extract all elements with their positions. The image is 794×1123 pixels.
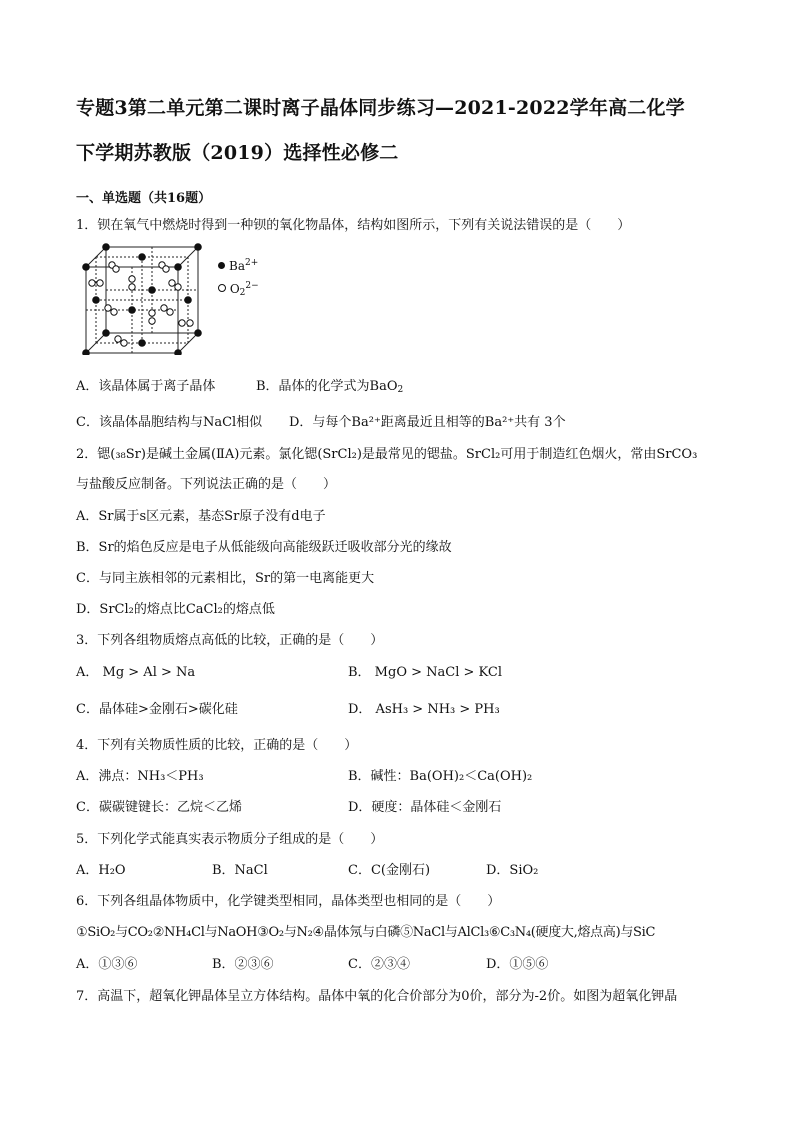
ba-ion-icon xyxy=(218,262,225,269)
q3-option-c: C．晶体硅>金刚石>碳化硅 xyxy=(76,702,238,717)
q5-option-c: C．C(金刚石) xyxy=(348,863,431,878)
q2-stem-line-1: 2．锶(₃₈Sr)是碱土金属(ⅡA)元素。氯化锶(SrCl₂)是最常见的锶盐。SrCl₂可用于制造红色烟火，常由SrCO₃ xyxy=(76,447,698,462)
crystal-structure-figure xyxy=(78,243,208,355)
q5-option-d: D．SiO₂ xyxy=(486,863,539,878)
q2-option-b: B．Sr的焰色反应是电子从低能级向高能级跃迁吸收部分光的缘故 xyxy=(76,540,452,555)
q6-stem: 6．下列各组晶体物质中，化学键类型相同，晶体类型也相同的是（ ） xyxy=(76,894,501,909)
legend-o-item: $O_2^{2-}$ xyxy=(218,276,259,303)
q1-option-a: A．该晶体属于离子晶体 xyxy=(76,379,216,394)
q6-option-b: B．②③⑥ xyxy=(212,957,274,972)
q1-option-b: B．晶体的化学式为BaO$_2$ xyxy=(256,379,404,395)
q6-option-a: A．①③⑥ xyxy=(76,957,138,972)
q6-option-c: C．②③④ xyxy=(348,957,410,972)
q4-option-d: D．硬度：晶体硅＜金刚石 xyxy=(348,800,502,815)
q5-option-b: B．NaCl xyxy=(212,863,268,878)
crystal-legend xyxy=(218,253,259,303)
q2-stem-line-2: 与盐酸反应制备。下列说法正确的是（ ） xyxy=(76,477,337,492)
q7-stem: 7．高温下，超氧化钾晶体呈立方体结构。晶体中氧的化合价部分为0价，部分为-2价。如图为超氧化钾晶 xyxy=(76,989,678,1004)
q3-option-d: D． AsH₃ > NH₃ > PH₃ xyxy=(348,702,500,717)
q4-stem: 4．下列有关物质性质的比较，正确的是（ ） xyxy=(76,738,358,753)
q3-stem: 3．下列各组物质熔点高低的比较，正确的是（ ） xyxy=(76,633,384,648)
section-heading: 一、单选题（共16题） xyxy=(76,191,212,206)
q6-items: ①SiO₂与CO₂②NH₄Cl与NaOH③O₂与N₂④晶体氖与白磷⑤NaCl与AlCl₃⑥C₃N₄(硬度大,熔点高)与SiC xyxy=(76,925,656,940)
legend-ba-item: $Ba^{2+}$ xyxy=(218,253,259,276)
peroxide-ion-icon xyxy=(218,284,226,292)
q3-option-a: A． Mg > Al > Na xyxy=(76,665,196,680)
q1-stem: 1．钡在氧气中燃烧时得到一种钡的氧化物晶体，结构如图所示，下列有关说法错误的是（ ） xyxy=(76,218,631,233)
q4-option-a: A．沸点：NH₃＜PH₃ xyxy=(76,769,204,784)
document-title-line-2: 下学期苏教版（2019）选择性必修二 xyxy=(76,142,399,164)
q4-option-b: B．碱性：Ba(OH)₂＜Ca(OH)₂ xyxy=(348,769,533,784)
q6-option-d: D．①⑤⑥ xyxy=(486,957,549,972)
q1-option-c: C．该晶体晶胞结构与NaCl相似 xyxy=(76,415,263,430)
document-title-line-1: 专题3第二单元第二课时离子晶体同步练习—2021-2022学年高二化学 xyxy=(76,97,685,119)
q2-option-d: D．SrCl₂的熔点比CaCl₂的熔点低 xyxy=(76,602,275,617)
q5-stem: 5．下列化学式能真实表示物质分子组成的是（ ） xyxy=(76,832,384,847)
q1-option-d: D．与每个Ba²⁺距离最近且相等的Ba²⁺共有 3个 xyxy=(289,415,566,430)
q3-option-b: B． MgO > NaCl > KCl xyxy=(348,665,502,680)
q2-option-a: A．Sr属于s区元素，基态Sr原子没有d电子 xyxy=(76,509,326,524)
q2-option-c: C．与同主族相邻的元素相比，Sr的第一电离能更大 xyxy=(76,571,375,586)
q4-option-c: C．碳碳键键长：乙烷＜乙烯 xyxy=(76,800,242,815)
q5-option-a: A．H₂O xyxy=(76,863,126,878)
